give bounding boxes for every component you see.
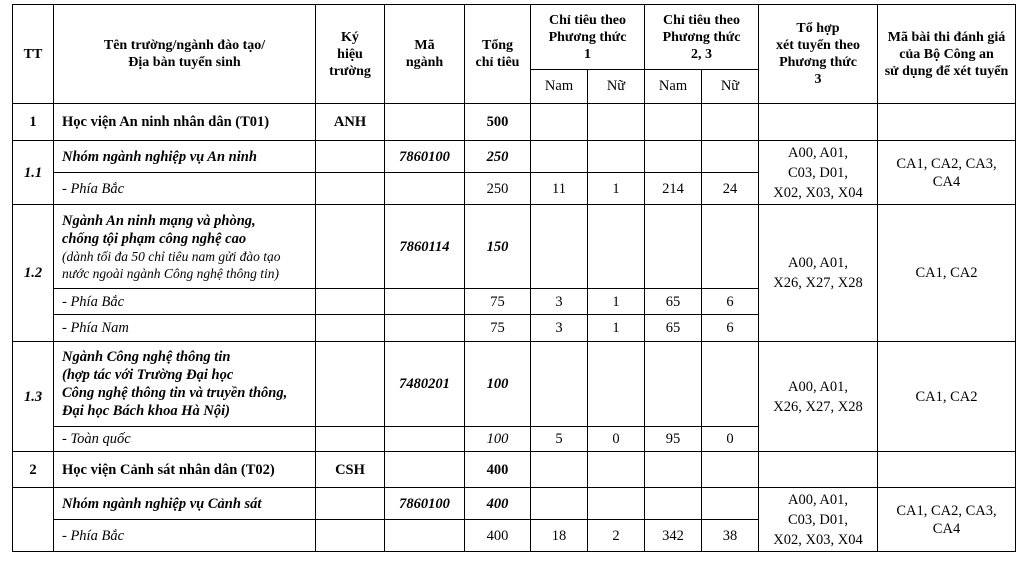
header-tt: TT xyxy=(13,5,54,104)
table-row-school-2 xyxy=(13,452,1016,488)
school-symbol: CSH xyxy=(316,452,385,488)
combinations: A00, A01, C03, D01, X02, X03, X04 xyxy=(759,488,878,552)
major-code xyxy=(385,104,465,141)
m1-male: 5 xyxy=(531,427,588,452)
major-code xyxy=(385,452,465,488)
combinations: A00, A01, X26, X27, X28 xyxy=(759,342,878,452)
header-m23-female: Nữ xyxy=(702,70,759,104)
m23-female: 6 xyxy=(702,289,759,315)
header-m23-male: Nam xyxy=(645,70,702,104)
m1-female: 1 xyxy=(588,289,645,315)
row-tt xyxy=(13,488,54,552)
header-m1-male: Nam xyxy=(531,70,588,104)
major-code: 7860100 xyxy=(385,488,465,520)
m23-male: 65 xyxy=(645,289,702,315)
m23-male: 342 xyxy=(645,520,702,552)
m23-female: 24 xyxy=(702,173,759,205)
m23-male: 65 xyxy=(645,315,702,342)
total-quota: 100 xyxy=(465,342,531,427)
header-test-codes: Mã bài thi đánh giá của Bộ Công an sử dụng để xét tuyển xyxy=(878,5,1016,104)
region-name: - Toàn quốc xyxy=(54,427,316,452)
header-method-1: Chỉ tiêu theo Phương thức 1 xyxy=(531,5,645,70)
header-major-code: Mã ngành xyxy=(385,5,465,104)
header-total-quota: Tổng chỉ tiêu xyxy=(465,5,531,104)
region-name: - Phía Bắc xyxy=(54,173,316,205)
header-school-symbol: Ký hiệu trường xyxy=(316,5,385,104)
m23-male: 214 xyxy=(645,173,702,205)
m1-female: 1 xyxy=(588,173,645,205)
m23-male: 95 xyxy=(645,427,702,452)
m23-female: 38 xyxy=(702,520,759,552)
major-name: Ngành An ninh mạng và phòng, chống tội phạm công nghệ cao (dành tối đa 50 chỉ tiêu nam gửi đào tạo nước ngoài ngành Công nghệ thông tin) xyxy=(54,205,316,289)
school-name: Học viện Cảnh sát nhân dân (T02) xyxy=(54,452,316,488)
combinations: A00, A01, C03, D01, X02, X03, X04 xyxy=(759,141,878,205)
test-codes: CA1, CA2 xyxy=(878,205,1016,342)
table-row-school-1 xyxy=(13,104,1016,141)
region-name: - Phía Bắc xyxy=(54,520,316,552)
header-m1-female: Nữ xyxy=(588,70,645,104)
m1-male: 11 xyxy=(531,173,588,205)
total-quota: 400 xyxy=(465,520,531,552)
m23-female: 0 xyxy=(702,427,759,452)
header-method-2-3: Chỉ tiêu theo Phương thức 2, 3 xyxy=(645,5,759,70)
table-row-group-1-3 xyxy=(13,342,1016,427)
row-tt: 1.1 xyxy=(13,141,54,205)
total-quota: 150 xyxy=(465,205,531,289)
total-quota: 500 xyxy=(465,104,531,141)
admission-table xyxy=(12,4,1016,552)
region-name: - Phía Bắc xyxy=(54,289,316,315)
row-tt: 1.3 xyxy=(13,342,54,452)
test-codes: CA1, CA2, CA3, CA4 xyxy=(878,141,1016,205)
school-name: Học viện An ninh nhân dân (T01) xyxy=(54,104,316,141)
region-name: - Phía Nam xyxy=(54,315,316,342)
row-tt: 1 xyxy=(13,104,54,141)
m1-male: 3 xyxy=(531,315,588,342)
major-name: Ngành Công nghệ thông tin (hợp tác với Trường Đại học Công nghệ thông tin và truyền thông, Đại học Bách khoa Hà Nội) xyxy=(54,342,316,427)
total-quota: 250 xyxy=(465,173,531,205)
total-quota: 75 xyxy=(465,315,531,342)
major-name: Nhóm ngành nghiệp vụ Cảnh sát xyxy=(54,488,316,520)
combinations: A00, A01, X26, X27, X28 xyxy=(759,205,878,342)
table-row-group-1-1 xyxy=(13,141,1016,173)
total-quota: 400 xyxy=(465,488,531,520)
table-row-group-2-1 xyxy=(13,488,1016,520)
m1-male: 18 xyxy=(531,520,588,552)
school-symbol: ANH xyxy=(316,104,385,141)
major-code: 7480201 xyxy=(385,342,465,427)
header-combinations: Tổ hợp xét tuyển theo Phương thức 3 xyxy=(759,5,878,104)
table-row-group-1-2 xyxy=(13,205,1016,289)
test-codes: CA1, CA2, CA3, CA4 xyxy=(878,488,1016,552)
row-tt: 1.2 xyxy=(13,205,54,342)
total-quota: 75 xyxy=(465,289,531,315)
m1-female: 0 xyxy=(588,427,645,452)
m1-female: 1 xyxy=(588,315,645,342)
major-name: Nhóm ngành nghiệp vụ An ninh xyxy=(54,141,316,173)
m1-male: 3 xyxy=(531,289,588,315)
m23-female: 6 xyxy=(702,315,759,342)
total-quota: 250 xyxy=(465,141,531,173)
major-code: 7860100 xyxy=(385,141,465,173)
major-code: 7860114 xyxy=(385,205,465,289)
header-row xyxy=(13,5,1016,70)
m1-female: 2 xyxy=(588,520,645,552)
total-quota: 400 xyxy=(465,452,531,488)
test-codes: CA1, CA2 xyxy=(878,342,1016,452)
total-quota: 100 xyxy=(465,427,531,452)
row-tt: 2 xyxy=(13,452,54,488)
header-school: Tên trường/ngành đào tạo/ Địa bàn tuyển sinh xyxy=(54,5,316,104)
